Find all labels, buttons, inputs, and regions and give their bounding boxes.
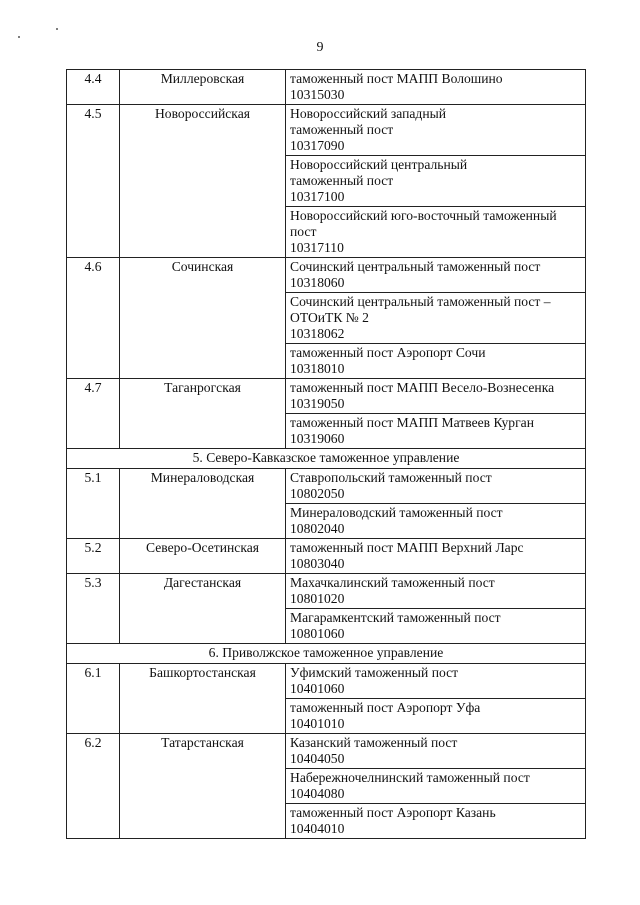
customs-post-code: 10803040 [290, 556, 345, 571]
row-number: 4.6 [67, 258, 120, 379]
row-number: 4.5 [67, 105, 120, 258]
customs-post-code: 10404080 [290, 786, 345, 801]
row-number: 6.1 [67, 664, 120, 734]
customs-post-name: Ставропольский таможенный пост [290, 470, 492, 485]
customs-post-code: 10317090 [290, 138, 345, 153]
customs-post-code: 10317100 [290, 189, 345, 204]
table-row [67, 539, 586, 574]
customs-post-name: Новороссийский юго-восточный таможенный [290, 208, 557, 223]
customs-office-name: Новороссийская [120, 105, 286, 258]
section-row [67, 644, 586, 664]
customs-post-cell [286, 804, 586, 839]
section-title: 5. Северо-Кавказское таможенное управление [67, 449, 586, 469]
customs-post-code: 10404050 [290, 751, 345, 766]
customs-post-cell [286, 664, 586, 699]
customs-post-code: 10318060 [290, 275, 345, 290]
row-number: 4.7 [67, 379, 120, 449]
customs-post-code: 10401060 [290, 681, 345, 696]
customs-post-code: 10319060 [290, 431, 345, 446]
customs-post-name: таможенный пост Аэропорт Уфа [290, 700, 481, 715]
customs-post-cell [286, 156, 586, 207]
customs-post-cell [286, 258, 586, 293]
customs-post-name: Сочинский центральный таможенный пост [290, 259, 541, 274]
table-row [67, 574, 586, 609]
customs-office-name: Башкортостанская [120, 664, 286, 734]
customs-post-cell [286, 699, 586, 734]
row-number: 4.4 [67, 70, 120, 105]
table-row [67, 379, 586, 414]
scan-speck [18, 36, 20, 38]
customs-post-cell [286, 379, 586, 414]
row-number: 5.3 [67, 574, 120, 644]
table-row [67, 734, 586, 769]
customs-post-name: Казанский таможенный пост [290, 735, 458, 750]
customs-post-name: таможенный пост МАПП Весело-Вознесенка [290, 380, 555, 395]
customs-post-cell [286, 769, 586, 804]
customs-post-code: 10318010 [290, 361, 345, 376]
customs-post-name: таможенный пост Аэропорт Сочи [290, 345, 486, 360]
table-row [67, 105, 586, 156]
customs-post-name: Махачкалинский таможенный пост [290, 575, 495, 590]
customs-post-name: таможенный пост МАПП Верхний Ларс [290, 540, 524, 555]
customs-post-name: Минераловодский таможенный пост [290, 505, 503, 520]
customs-post-code: 10401010 [290, 716, 345, 731]
customs-post-name: ОТОиТК № 2 [290, 310, 369, 325]
customs-posts-table-body [67, 70, 586, 839]
customs-post-cell [286, 105, 586, 156]
customs-post-name: таможенный пост МАПП Волошино [290, 71, 503, 86]
customs-post-name: Уфимский таможенный пост [290, 665, 459, 680]
customs-post-name: Сочинский центральный таможенный пост – [290, 294, 551, 309]
customs-post-cell [286, 574, 586, 609]
customs-post-code: 10802050 [290, 486, 345, 501]
row-number: 5.1 [67, 469, 120, 539]
table-row [67, 258, 586, 293]
customs-post-cell [286, 469, 586, 504]
customs-post-code: 10315030 [290, 87, 345, 102]
customs-post-cell [286, 504, 586, 539]
customs-post-name: Набережночелнинский таможенный пост [290, 770, 530, 785]
customs-post-code: 10404010 [290, 821, 345, 836]
table-row [67, 664, 586, 699]
customs-post-name: Новороссийский западный [290, 106, 447, 121]
customs-post-cell [286, 414, 586, 449]
customs-post-name: таможенный пост МАПП Матвеев Курган [290, 415, 534, 430]
customs-post-name: Магарамкентский таможенный пост [290, 610, 501, 625]
customs-post-cell [286, 539, 586, 574]
customs-post-code: 10801020 [290, 591, 345, 606]
customs-post-cell [286, 207, 586, 258]
customs-office-name: Таганрогская [120, 379, 286, 449]
scan-speck [56, 28, 58, 30]
customs-post-cell [286, 734, 586, 769]
customs-post-code: 10317110 [290, 240, 344, 255]
customs-post-name: Новороссийский центральный [290, 157, 468, 172]
customs-office-name: Сочинская [120, 258, 286, 379]
customs-post-cell [286, 293, 586, 344]
customs-post-name: таможенный пост Аэропорт Казань [290, 805, 496, 820]
customs-post-code: 10318062 [290, 326, 345, 341]
table-row [67, 469, 586, 504]
customs-post-code: 10802040 [290, 521, 345, 536]
customs-post-cell [286, 70, 586, 105]
customs-post-code: 10319050 [290, 396, 345, 411]
customs-office-name: Минераловодская [120, 469, 286, 539]
customs-post-code: 10801060 [290, 626, 345, 641]
customs-post-cell [286, 609, 586, 644]
row-number: 6.2 [67, 734, 120, 839]
customs-posts-table [66, 69, 586, 839]
section-row [67, 449, 586, 469]
customs-post-name: таможенный пост [290, 173, 394, 188]
customs-office-name: Дагестанская [120, 574, 286, 644]
row-number: 5.2 [67, 539, 120, 574]
customs-office-name: Миллеровская [120, 70, 286, 105]
section-title: 6. Приволжское таможенное управление [67, 644, 586, 664]
customs-post-name: таможенный пост [290, 122, 394, 137]
page-number: 9 [316, 40, 324, 55]
table-row [67, 70, 586, 105]
customs-office-name: Северо-Осетинская [120, 539, 286, 574]
customs-office-name: Татарстанская [120, 734, 286, 839]
customs-post-name: пост [290, 224, 317, 239]
customs-post-cell [286, 344, 586, 379]
